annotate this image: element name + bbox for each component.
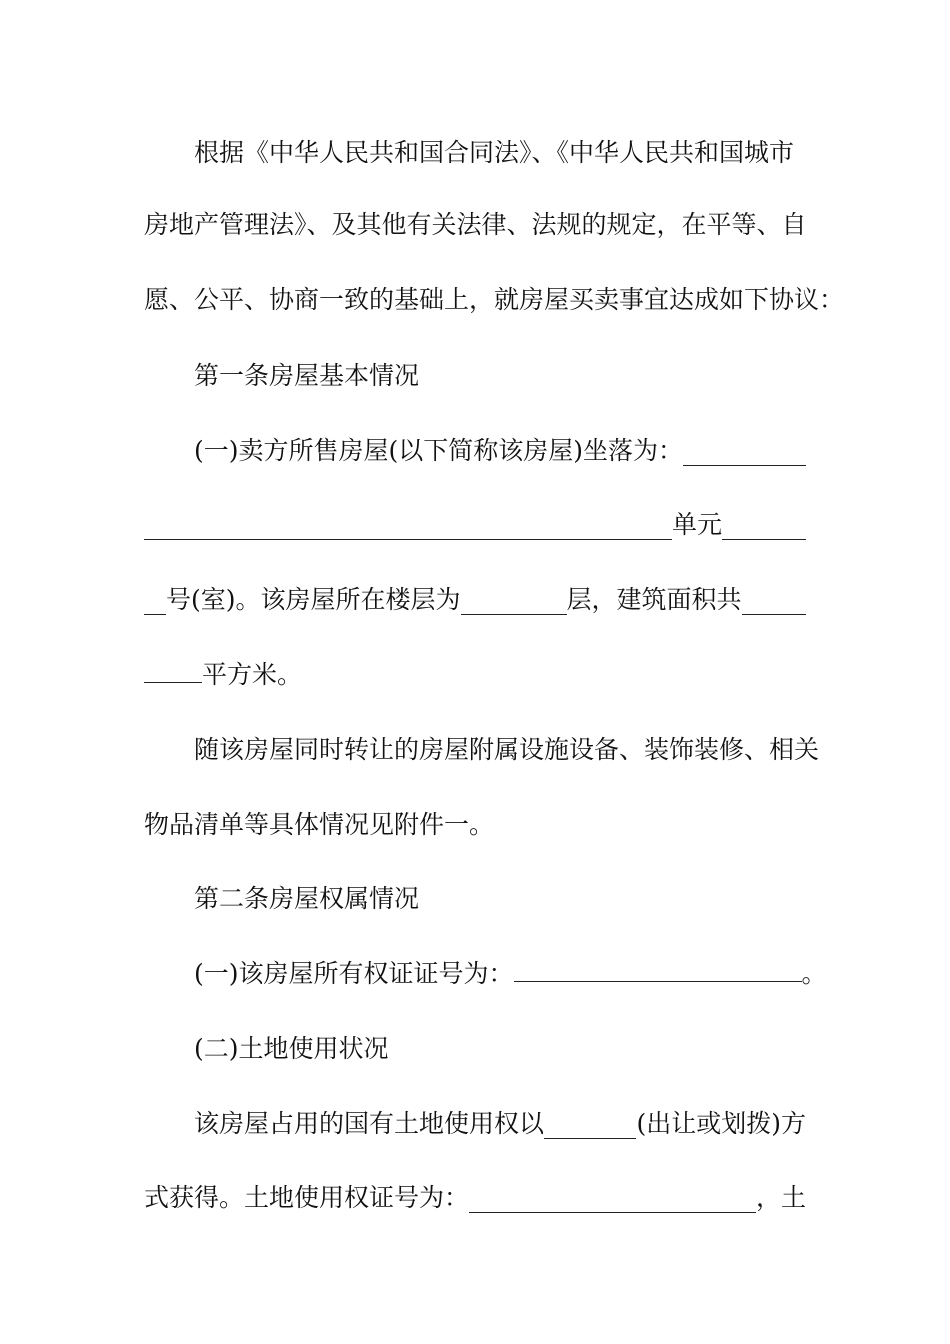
- article-2-paragraph-line-1: [144, 1109, 806, 1139]
- article-1-item-1-line-4: [144, 660, 806, 690]
- area-blank-1[interactable]: [742, 585, 806, 615]
- article-1-item-1-line-3: [144, 585, 806, 615]
- building-blank[interactable]: [144, 510, 672, 540]
- land-certificate-blank[interactable]: [469, 1183, 756, 1213]
- floor-blank[interactable]: [461, 585, 567, 615]
- article-2-item-2-title: [144, 1034, 806, 1064]
- acquisition-method-blank[interactable]: [544, 1109, 636, 1139]
- article-2-paragraph-line-2: [144, 1183, 806, 1213]
- text: (出让或划拨)方: [636, 1109, 806, 1138]
- article-1-paragraph-2-line-2: [144, 810, 806, 840]
- article-1-paragraph-2-line-1: [144, 735, 820, 765]
- area-blank-2[interactable]: [144, 660, 202, 683]
- text: 该房屋占用的国有土地使用权以: [194, 1109, 545, 1138]
- text: 第一条房屋基本情况: [194, 361, 420, 390]
- text: 房地产管理法》、及其他有关法律、法规的规定，在平等、自: [144, 210, 807, 239]
- text: 单元: [671, 510, 722, 539]
- text: ，土: [755, 1183, 806, 1212]
- location-blank[interactable]: [683, 436, 806, 466]
- article-1-item-1-line-1: [144, 436, 806, 466]
- room-blank[interactable]: [144, 585, 166, 615]
- article-2-item-1: [144, 959, 827, 989]
- article-2-title: [144, 884, 806, 914]
- text: 根据《中华人民共和国合同法》、《中华人民共和国城市: [194, 138, 795, 167]
- text: 号(室)。该房屋所在楼层为: [166, 585, 461, 614]
- paragraph-1-line-3: [144, 285, 845, 315]
- text: 随该房屋同时转让的房屋附属设施设备、装饰装修、相关: [194, 735, 820, 764]
- text: (一)该房屋所有权证证号为：: [194, 959, 514, 988]
- text: 愿、公平、协商一致的基础上，就房屋买卖事宜达成如下协议：: [144, 285, 845, 314]
- text: 平方米。: [202, 660, 303, 689]
- paragraph-1-line-1: [144, 138, 806, 168]
- paragraph-1-line-2: [144, 210, 806, 240]
- article-1-item-1-line-2: [144, 510, 806, 540]
- unit-blank[interactable]: [722, 510, 806, 540]
- text: (二)土地使用状况: [194, 1034, 389, 1063]
- text: 式获得。土地使用权证号为：: [144, 1183, 470, 1212]
- certificate-number-blank[interactable]: [514, 959, 802, 982]
- article-1-title: [144, 361, 806, 391]
- text: 。: [801, 959, 827, 988]
- text: 物品清单等具体情况见附件一。: [144, 810, 495, 839]
- text: 第二条房屋权属情况: [194, 884, 420, 913]
- text: 层，建筑面积共: [566, 585, 742, 614]
- text: (一)卖方所售房屋(以下简称该房屋)坐落为：: [194, 436, 684, 465]
